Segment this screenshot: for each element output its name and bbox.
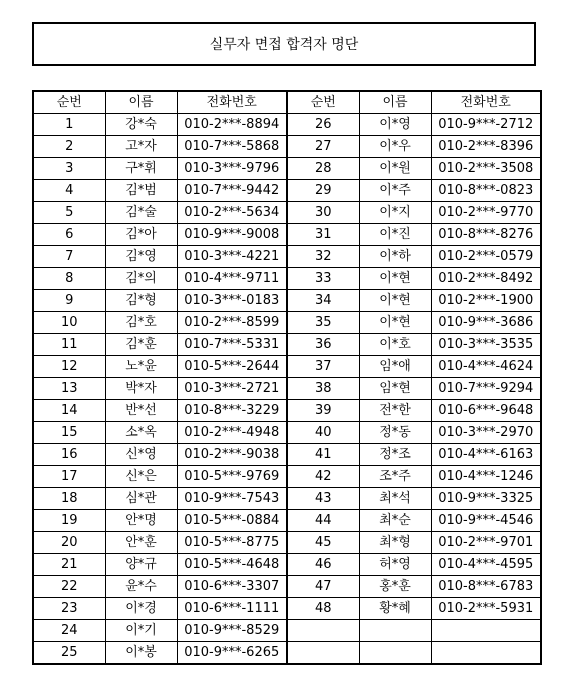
- cell-no: 19: [33, 510, 105, 532]
- cell-name: 구*휘: [105, 158, 177, 180]
- cell-name: 이*현: [359, 268, 431, 290]
- cell-no: 34: [287, 290, 359, 312]
- cell-no: 43: [287, 488, 359, 510]
- cell-no: 25: [33, 642, 105, 665]
- table-row: [33, 620, 541, 642]
- cell-no: 2: [33, 136, 105, 158]
- cell-name: 이*현: [359, 290, 431, 312]
- cell-phone: 010-3***-4221: [177, 246, 287, 268]
- cell-phone: 010-2***-0579: [431, 246, 541, 268]
- empty-cell: [359, 620, 431, 642]
- cell-name: 허*영: [359, 554, 431, 576]
- cell-no: 16: [33, 444, 105, 466]
- cell-name: 윤*수: [105, 576, 177, 598]
- table-row: [33, 532, 541, 554]
- cell-phone: 010-5***-9769: [177, 466, 287, 488]
- cell-phone: 010-6***-1111: [177, 598, 287, 620]
- cell-no: 32: [287, 246, 359, 268]
- cell-no: 28: [287, 158, 359, 180]
- cell-name: 반*선: [105, 400, 177, 422]
- cell-name: 이*현: [359, 312, 431, 334]
- cell-name: 고*자: [105, 136, 177, 158]
- table-row: [33, 554, 541, 576]
- table-row: [33, 488, 541, 510]
- cell-name: 이*경: [105, 598, 177, 620]
- table-row: [33, 158, 541, 180]
- cell-no: 5: [33, 202, 105, 224]
- cell-phone: 010-5***-8775: [177, 532, 287, 554]
- cell-phone: 010-6***-9648: [431, 400, 541, 422]
- cell-phone: 010-4***-1246: [431, 466, 541, 488]
- cell-no: 46: [287, 554, 359, 576]
- empty-cell: [287, 620, 359, 642]
- cell-phone: 010-2***-8396: [431, 136, 541, 158]
- cell-no: 40: [287, 422, 359, 444]
- cell-no: 30: [287, 202, 359, 224]
- cell-phone: 010-8***-6783: [431, 576, 541, 598]
- cell-phone: 010-7***-9294: [431, 378, 541, 400]
- cell-no: 36: [287, 334, 359, 356]
- table-row: [33, 136, 541, 158]
- table-row: [33, 356, 541, 378]
- cell-no: 41: [287, 444, 359, 466]
- cell-name: 김*호: [105, 312, 177, 334]
- cell-phone: 010-7***-9442: [177, 180, 287, 202]
- cell-no: 35: [287, 312, 359, 334]
- cell-phone: 010-2***-9770: [431, 202, 541, 224]
- table-row: [33, 642, 541, 665]
- cell-name: 심*관: [105, 488, 177, 510]
- cell-phone: 010-6***-3307: [177, 576, 287, 598]
- cell-name: 황*혜: [359, 598, 431, 620]
- cell-no: 29: [287, 180, 359, 202]
- empty-cell: [431, 620, 541, 642]
- cell-phone: 010-2***-8492: [431, 268, 541, 290]
- cell-phone: 010-3***-2721: [177, 378, 287, 400]
- table-row: [33, 268, 541, 290]
- cell-phone: 010-9***-2712: [431, 114, 541, 136]
- empty-cell: [287, 642, 359, 665]
- cell-phone: 010-2***-5634: [177, 202, 287, 224]
- cell-no: 23: [33, 598, 105, 620]
- cell-no: 42: [287, 466, 359, 488]
- table-row: [33, 510, 541, 532]
- header-phone: 전화번호: [431, 91, 541, 114]
- cell-no: 27: [287, 136, 359, 158]
- cell-name: 최*석: [359, 488, 431, 510]
- cell-phone: 010-4***-6163: [431, 444, 541, 466]
- cell-phone: 010-9***-6265: [177, 642, 287, 665]
- cell-phone: 010-9***-7543: [177, 488, 287, 510]
- cell-name: 전*한: [359, 400, 431, 422]
- cell-no: 4: [33, 180, 105, 202]
- cell-phone: 010-9***-3325: [431, 488, 541, 510]
- cell-name: 조*주: [359, 466, 431, 488]
- cell-no: 33: [287, 268, 359, 290]
- cell-no: 18: [33, 488, 105, 510]
- cell-phone: 010-9***-4546: [431, 510, 541, 532]
- empty-cell: [359, 642, 431, 665]
- cell-no: 31: [287, 224, 359, 246]
- empty-cell: [431, 642, 541, 665]
- cell-name: 임*현: [359, 378, 431, 400]
- cell-phone: 010-2***-9038: [177, 444, 287, 466]
- table-row: [33, 202, 541, 224]
- cell-no: 44: [287, 510, 359, 532]
- header-phone: 전화번호: [177, 91, 287, 114]
- header-row: [33, 91, 541, 114]
- cell-name: 양*규: [105, 554, 177, 576]
- table-row: [33, 312, 541, 334]
- cell-no: 38: [287, 378, 359, 400]
- cell-no: 15: [33, 422, 105, 444]
- cell-no: 14: [33, 400, 105, 422]
- cell-name: 최*순: [359, 510, 431, 532]
- cell-no: 9: [33, 290, 105, 312]
- cell-phone: 010-3***-3535: [431, 334, 541, 356]
- cell-name: 김*의: [105, 268, 177, 290]
- cell-name: 이*우: [359, 136, 431, 158]
- cell-phone: 010-5***-0884: [177, 510, 287, 532]
- page-title: 실무자 면접 합격자 명단: [32, 22, 536, 66]
- cell-name: 신*은: [105, 466, 177, 488]
- cell-phone: 010-2***-9701: [431, 532, 541, 554]
- table-row: [33, 290, 541, 312]
- cell-no: 3: [33, 158, 105, 180]
- cell-phone: 010-2***-4948: [177, 422, 287, 444]
- cell-name: 이*원: [359, 158, 431, 180]
- cell-no: 39: [287, 400, 359, 422]
- table-row: [33, 400, 541, 422]
- cell-no: 22: [33, 576, 105, 598]
- cell-name: 이*주: [359, 180, 431, 202]
- cell-phone: 010-3***-2970: [431, 422, 541, 444]
- cell-phone: 010-9***-9008: [177, 224, 287, 246]
- cell-name: 안*명: [105, 510, 177, 532]
- cell-phone: 010-8***-0823: [431, 180, 541, 202]
- cell-name: 강*숙: [105, 114, 177, 136]
- table-row: [33, 466, 541, 488]
- cell-no: 45: [287, 532, 359, 554]
- cell-name: 이*호: [359, 334, 431, 356]
- cell-no: 7: [33, 246, 105, 268]
- cell-phone: 010-4***-9711: [177, 268, 287, 290]
- header-no: 순번: [287, 91, 359, 114]
- cell-name: 김*범: [105, 180, 177, 202]
- cell-name: 홍*훈: [359, 576, 431, 598]
- cell-name: 박*자: [105, 378, 177, 400]
- cell-phone: 010-2***-3508: [431, 158, 541, 180]
- cell-no: 37: [287, 356, 359, 378]
- table-row: [33, 444, 541, 466]
- table-row: [33, 334, 541, 356]
- table-row: [33, 246, 541, 268]
- cell-phone: 010-3***-0183: [177, 290, 287, 312]
- cell-phone: 010-2***-5931: [431, 598, 541, 620]
- cell-name: 김*훈: [105, 334, 177, 356]
- table-row: [33, 378, 541, 400]
- cell-no: 17: [33, 466, 105, 488]
- cell-name: 신*영: [105, 444, 177, 466]
- cell-phone: 010-8***-3229: [177, 400, 287, 422]
- cell-phone: 010-2***-1900: [431, 290, 541, 312]
- cell-no: 10: [33, 312, 105, 334]
- cell-no: 48: [287, 598, 359, 620]
- table-row: [33, 180, 541, 202]
- cell-name: 김*술: [105, 202, 177, 224]
- cell-name: 김*형: [105, 290, 177, 312]
- cell-no: 26: [287, 114, 359, 136]
- table-row: [33, 114, 541, 136]
- header-name: 이름: [105, 91, 177, 114]
- table-row: [33, 422, 541, 444]
- cell-no: 20: [33, 532, 105, 554]
- cell-phone: 010-2***-8599: [177, 312, 287, 334]
- cell-name: 김*아: [105, 224, 177, 246]
- cell-phone: 010-4***-4624: [431, 356, 541, 378]
- cell-phone: 010-5***-2644: [177, 356, 287, 378]
- cell-name: 김*영: [105, 246, 177, 268]
- cell-no: 11: [33, 334, 105, 356]
- cell-name: 안*훈: [105, 532, 177, 554]
- table-row: [33, 224, 541, 246]
- cell-name: 최*형: [359, 532, 431, 554]
- table-row: [33, 576, 541, 598]
- cell-phone: 010-3***-9796: [177, 158, 287, 180]
- header-name: 이름: [359, 91, 431, 114]
- roster-table: [32, 90, 542, 665]
- cell-phone: 010-2***-8894: [177, 114, 287, 136]
- cell-no: 21: [33, 554, 105, 576]
- cell-phone: 010-7***-5868: [177, 136, 287, 158]
- cell-phone: 010-8***-8276: [431, 224, 541, 246]
- cell-name: 이*하: [359, 246, 431, 268]
- cell-name: 이*봉: [105, 642, 177, 665]
- table-row: [33, 598, 541, 620]
- cell-name: 노*윤: [105, 356, 177, 378]
- roster-body: [33, 114, 541, 665]
- cell-no: 24: [33, 620, 105, 642]
- cell-no: 47: [287, 576, 359, 598]
- cell-phone: 010-5***-4648: [177, 554, 287, 576]
- cell-phone: 010-7***-5331: [177, 334, 287, 356]
- cell-no: 13: [33, 378, 105, 400]
- cell-name: 정*동: [359, 422, 431, 444]
- cell-name: 임*애: [359, 356, 431, 378]
- cell-name: 이*지: [359, 202, 431, 224]
- cell-phone: 010-9***-8529: [177, 620, 287, 642]
- cell-name: 이*기: [105, 620, 177, 642]
- cell-name: 정*조: [359, 444, 431, 466]
- cell-name: 이*영: [359, 114, 431, 136]
- cell-phone: 010-4***-4595: [431, 554, 541, 576]
- cell-name: 이*진: [359, 224, 431, 246]
- cell-phone: 010-9***-3686: [431, 312, 541, 334]
- cell-name: 소*옥: [105, 422, 177, 444]
- header-no: 순번: [33, 91, 105, 114]
- cell-no: 12: [33, 356, 105, 378]
- cell-no: 8: [33, 268, 105, 290]
- cell-no: 1: [33, 114, 105, 136]
- cell-no: 6: [33, 224, 105, 246]
